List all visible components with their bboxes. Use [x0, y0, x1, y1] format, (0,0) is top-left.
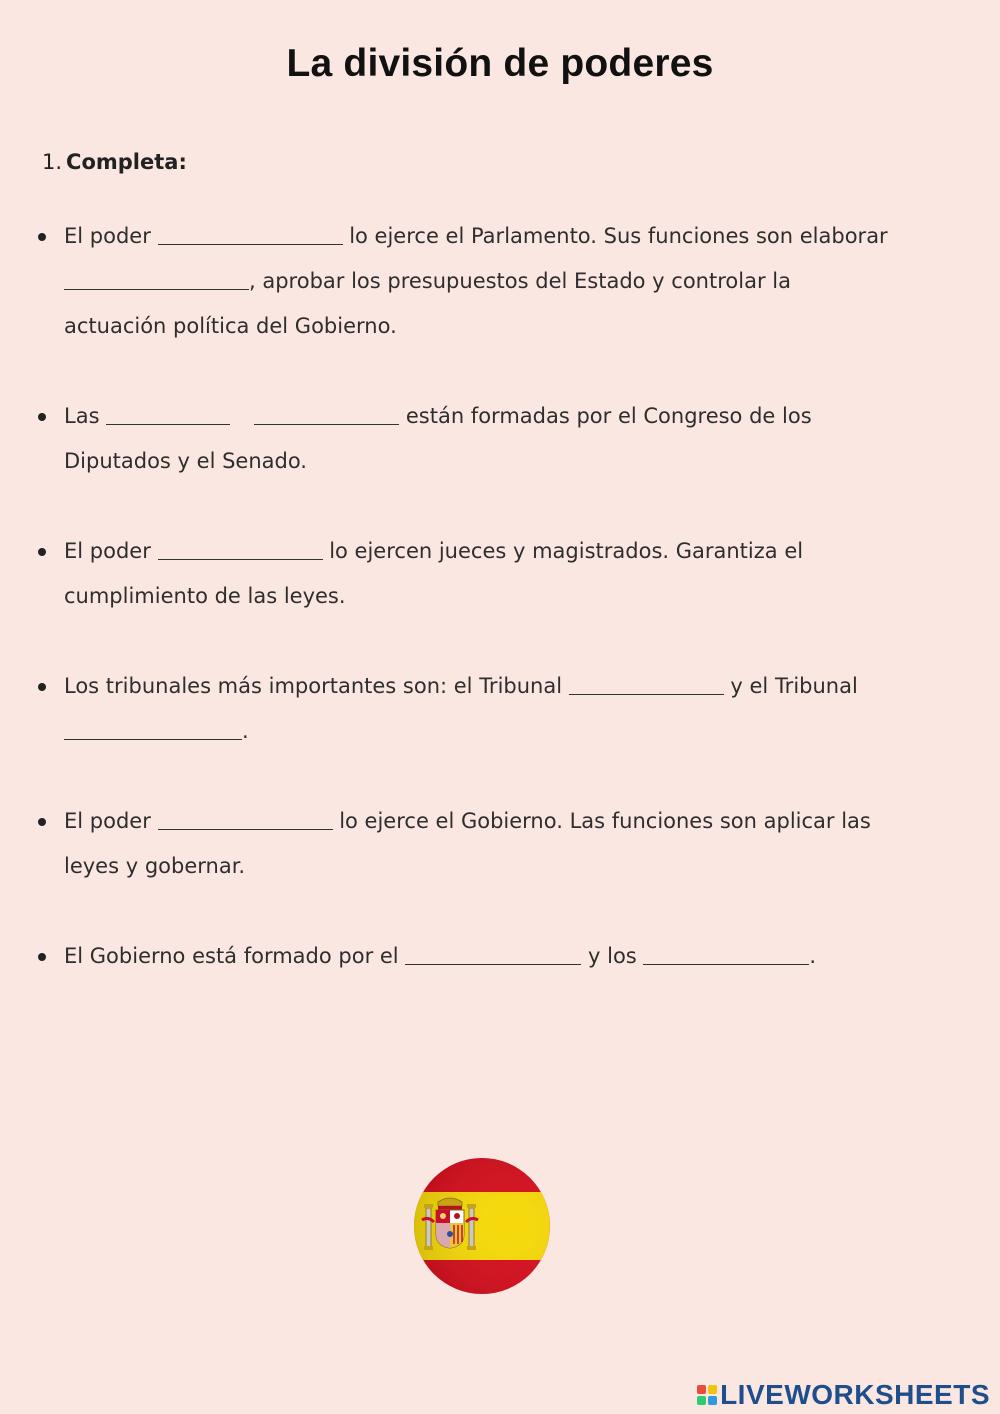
blank-input-8[interactable] — [158, 807, 333, 830]
blank-input-1[interactable] — [158, 222, 343, 245]
blank-input-6[interactable] — [569, 672, 724, 695]
exercise-list — [0, 214, 1000, 1024]
instruction-number: 1. — [42, 150, 63, 174]
brand-logo — [697, 1380, 990, 1410]
spain-flag-icon — [414, 1158, 550, 1294]
exercise-item-1: El poder lo ejerce el Parlamento. Sus funciones son elaborar , aprobar los presupuestos del Estado y controlar la actuación política del Gobierno. — [64, 214, 894, 349]
exercise-item-5: El poder lo ejerce el Gobierno. Las funciones son aplicar las leyes y gobernar. — [64, 799, 894, 889]
blank-input-3[interactable] — [106, 402, 230, 425]
blank-input-10[interactable] — [643, 942, 809, 965]
exercise-item-6: El Gobierno está formado por el y los . — [64, 934, 894, 979]
exercise-item-3: El poder lo ejercen jueces y magistrados. Garantiza el cumplimiento de las leyes. — [64, 529, 894, 619]
brand-name: LIVEWORKSHEETS — [720, 1379, 990, 1410]
blank-input-7[interactable] — [64, 717, 242, 740]
exercise-item-4: Los tribunales más importantes son: el Tribunal y el Tribunal . — [64, 664, 894, 754]
blank-input-4[interactable] — [254, 402, 399, 425]
blank-input-9[interactable] — [405, 942, 581, 965]
page-title: La división de poderes — [286, 42, 714, 85]
blank-input-5[interactable] — [158, 537, 323, 560]
brand-logo-icon — [697, 1385, 717, 1405]
instruction — [42, 150, 187, 174]
exercise-item-2: Las están formadas por el Congreso de los Diputados y el Senado. — [64, 394, 894, 484]
blank-input-2[interactable] — [64, 267, 249, 290]
instruction-label: Completa: — [66, 150, 187, 174]
